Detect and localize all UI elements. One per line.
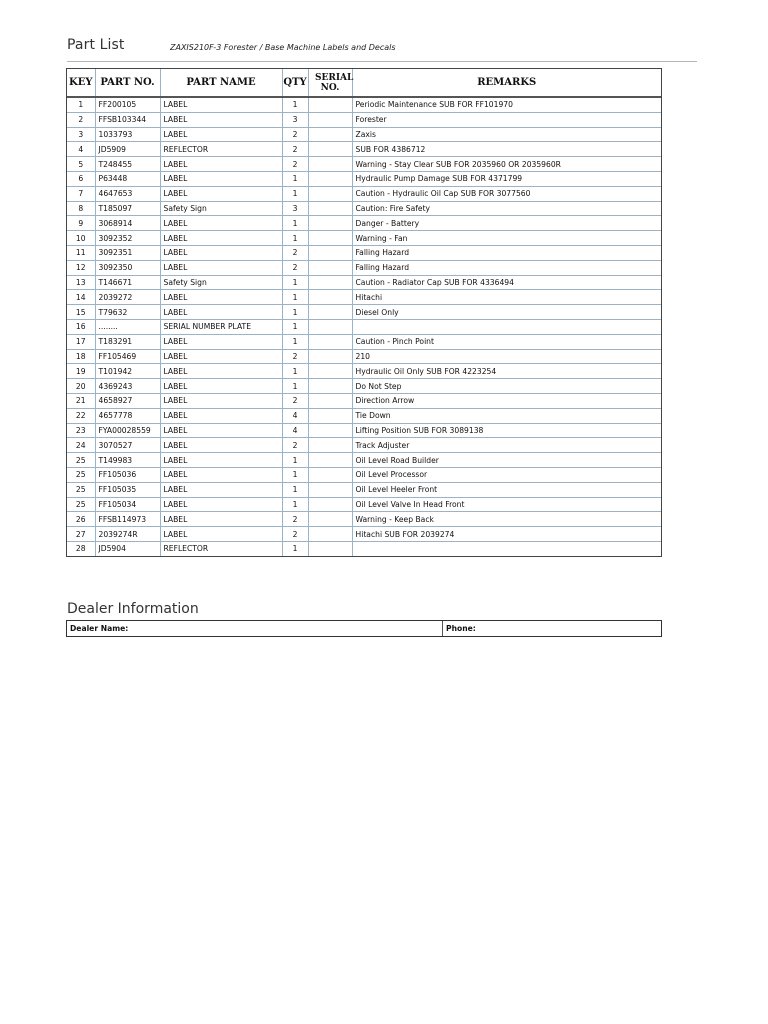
cell-key: 12 (67, 260, 95, 275)
cell-qty: 3 (282, 201, 308, 216)
dealer-phone-label: Phone: (446, 624, 476, 633)
table-row (67, 201, 661, 216)
cell-serial-no (308, 127, 352, 142)
table-row (67, 216, 661, 231)
cell-qty: 2 (282, 127, 308, 142)
page-header (67, 36, 697, 62)
cell-qty: 1 (282, 171, 308, 186)
cell-part-name: LABEL (160, 112, 282, 127)
dealer-info-box (66, 620, 662, 637)
cell-part-name: SERIAL NUMBER PLATE (160, 319, 282, 334)
cell-serial-no (308, 186, 352, 201)
cell-key: 25 (67, 482, 95, 497)
column-header-key: KEY (67, 69, 95, 97)
cell-part-no: FYA00028559 (95, 423, 160, 438)
cell-serial-no (308, 497, 352, 512)
cell-part-no: JD5909 (95, 142, 160, 157)
cell-part-no: 3092350 (95, 260, 160, 275)
cell-qty: 4 (282, 408, 308, 423)
cell-remarks: Zaxis (352, 127, 661, 142)
table-row (67, 364, 661, 379)
cell-key: 8 (67, 201, 95, 216)
cell-remarks: Warning - Stay Clear SUB FOR 2035960 OR 2035960R (352, 157, 661, 172)
cell-part-name: LABEL (160, 482, 282, 497)
cell-qty: 1 (282, 319, 308, 334)
cell-qty: 2 (282, 393, 308, 408)
cell-part-name: LABEL (160, 512, 282, 527)
cell-key: 10 (67, 231, 95, 246)
cell-qty: 1 (282, 216, 308, 231)
cell-key: 25 (67, 453, 95, 468)
cell-part-name: LABEL (160, 453, 282, 468)
cell-serial-no (308, 319, 352, 334)
column-header-part-name: PART NAME (160, 69, 282, 97)
table-row (67, 142, 661, 157)
cell-remarks: Falling Hazard (352, 260, 661, 275)
cell-serial-no (308, 512, 352, 527)
cell-part-no: 1033793 (95, 127, 160, 142)
table-row (67, 186, 661, 201)
table-row (67, 112, 661, 127)
cell-remarks: Oil Level Road Builder (352, 453, 661, 468)
cell-part-name: LABEL (160, 349, 282, 364)
cell-key: 16 (67, 319, 95, 334)
table-row (67, 290, 661, 305)
cell-serial-no (308, 260, 352, 275)
cell-key: 19 (67, 364, 95, 379)
cell-key: 5 (67, 157, 95, 172)
cell-part-name: LABEL (160, 216, 282, 231)
cell-remarks: Diesel Only (352, 305, 661, 320)
cell-remarks: Caution - Pinch Point (352, 334, 661, 349)
cell-qty: 1 (282, 364, 308, 379)
cell-serial-no (308, 216, 352, 231)
cell-remarks: Hitachi (352, 290, 661, 305)
column-header-serial-no (308, 69, 352, 97)
cell-remarks: Warning - Fan (352, 231, 661, 246)
cell-qty: 1 (282, 275, 308, 290)
cell-serial-no (308, 453, 352, 468)
table-row (67, 512, 661, 527)
cell-qty: 1 (282, 497, 308, 512)
cell-remarks: Hydraulic Oil Only SUB FOR 4223254 (352, 364, 661, 379)
cell-qty: 2 (282, 245, 308, 260)
cell-qty: 2 (282, 260, 308, 275)
cell-qty: 2 (282, 142, 308, 157)
cell-key: 17 (67, 334, 95, 349)
cell-key: 20 (67, 379, 95, 394)
dealer-section-title: Dealer Information (67, 601, 199, 617)
cell-part-name: LABEL (160, 157, 282, 172)
dealer-divider (442, 621, 443, 636)
column-header-remarks: REMARKS (352, 69, 661, 97)
cell-serial-no (308, 245, 352, 260)
cell-part-name: LABEL (160, 171, 282, 186)
cell-serial-no (308, 482, 352, 497)
cell-part-name: LABEL (160, 467, 282, 482)
cell-part-name: LABEL (160, 497, 282, 512)
cell-part-no: 3070527 (95, 438, 160, 453)
cell-part-no: FFSB114973 (95, 512, 160, 527)
cell-part-name: Safety Sign (160, 201, 282, 216)
cell-remarks: Do Not Step (352, 379, 661, 394)
cell-part-no: 2039274R (95, 527, 160, 542)
cell-qty: 1 (282, 379, 308, 394)
cell-serial-no (308, 112, 352, 127)
cell-remarks: Oil Level Processor (352, 467, 661, 482)
cell-key: 6 (67, 171, 95, 186)
cell-qty: 4 (282, 423, 308, 438)
cell-part-name: LABEL (160, 438, 282, 453)
cell-remarks: Periodic Maintenance SUB FOR FF101970 (352, 97, 661, 112)
cell-key: 2 (67, 112, 95, 127)
cell-part-name: LABEL (160, 379, 282, 394)
cell-serial-no (308, 364, 352, 379)
cell-remarks (352, 541, 661, 555)
cell-key: 27 (67, 527, 95, 542)
cell-serial-no (308, 142, 352, 157)
cell-remarks: 210 (352, 349, 661, 364)
cell-serial-no (308, 467, 352, 482)
cell-key: 9 (67, 216, 95, 231)
cell-remarks: Caution - Radiator Cap SUB FOR 4336494 (352, 275, 661, 290)
column-header-part-no: PART NO. (95, 69, 160, 97)
table-header-row (67, 69, 661, 97)
cell-part-no: T101942 (95, 364, 160, 379)
cell-part-no: ........ (95, 319, 160, 334)
cell-remarks: SUB FOR 4386712 (352, 142, 661, 157)
table-row (67, 423, 661, 438)
table-row (67, 467, 661, 482)
cell-part-no: FF105035 (95, 482, 160, 497)
cell-key: 4 (67, 142, 95, 157)
cell-remarks (352, 319, 661, 334)
cell-part-no: FFSB103344 (95, 112, 160, 127)
cell-serial-no (308, 231, 352, 246)
cell-part-name: LABEL (160, 393, 282, 408)
cell-part-name: LABEL (160, 260, 282, 275)
cell-part-name: LABEL (160, 186, 282, 201)
parts-table-container (66, 68, 662, 557)
cell-part-name: LABEL (160, 527, 282, 542)
cell-part-no: JD5904 (95, 541, 160, 555)
cell-part-no: P63448 (95, 171, 160, 186)
table-row (67, 245, 661, 260)
cell-qty: 2 (282, 512, 308, 527)
table-row (67, 527, 661, 542)
table-row (67, 157, 661, 172)
cell-part-name: LABEL (160, 97, 282, 112)
cell-key: 25 (67, 497, 95, 512)
cell-part-no: T248455 (95, 157, 160, 172)
cell-key: 22 (67, 408, 95, 423)
cell-key: 3 (67, 127, 95, 142)
table-row (67, 482, 661, 497)
table-row (67, 319, 661, 334)
cell-part-no: T146671 (95, 275, 160, 290)
cell-qty: 1 (282, 97, 308, 112)
cell-part-no: 3068914 (95, 216, 160, 231)
cell-part-no: T79632 (95, 305, 160, 320)
cell-key: 21 (67, 393, 95, 408)
cell-part-no: T183291 (95, 334, 160, 349)
cell-part-name: LABEL (160, 290, 282, 305)
table-row (67, 260, 661, 275)
parts-table-body (67, 97, 661, 556)
table-row (67, 349, 661, 364)
cell-part-name: REFLECTOR (160, 541, 282, 555)
cell-qty: 1 (282, 482, 308, 497)
table-row (67, 438, 661, 453)
cell-part-no: FF105469 (95, 349, 160, 364)
cell-remarks: Hitachi SUB FOR 2039274 (352, 527, 661, 542)
cell-part-no: 4647653 (95, 186, 160, 201)
cell-remarks: Danger - Battery (352, 216, 661, 231)
cell-remarks: Oil Level Heeler Front (352, 482, 661, 497)
cell-part-no: 4658927 (95, 393, 160, 408)
cell-qty: 1 (282, 453, 308, 468)
table-row (67, 541, 661, 555)
cell-part-no: 4657778 (95, 408, 160, 423)
cell-remarks: Lifting Position SUB FOR 3089138 (352, 423, 661, 438)
cell-qty: 2 (282, 438, 308, 453)
serial-header-label: SERIAL NO. (315, 72, 354, 93)
cell-serial-no (308, 275, 352, 290)
cell-remarks: Hydraulic Pump Damage SUB FOR 4371799 (352, 171, 661, 186)
column-header-qty: QTY (282, 69, 308, 97)
cell-remarks: Warning - Keep Back (352, 512, 661, 527)
cell-part-no: T185097 (95, 201, 160, 216)
cell-serial-no (308, 423, 352, 438)
cell-qty: 1 (282, 467, 308, 482)
table-row (67, 97, 661, 112)
cell-serial-no (308, 201, 352, 216)
table-row (67, 275, 661, 290)
cell-qty: 2 (282, 157, 308, 172)
cell-serial-no (308, 171, 352, 186)
cell-part-no: 2039272 (95, 290, 160, 305)
cell-part-name: LABEL (160, 334, 282, 349)
cell-qty: 3 (282, 112, 308, 127)
cell-serial-no (308, 305, 352, 320)
cell-serial-no (308, 157, 352, 172)
cell-part-no: FF105034 (95, 497, 160, 512)
cell-remarks: Forester (352, 112, 661, 127)
cell-part-name: LABEL (160, 408, 282, 423)
cell-part-name: Safety Sign (160, 275, 282, 290)
cell-qty: 1 (282, 334, 308, 349)
table-row (67, 231, 661, 246)
cell-remarks: Caution - Hydraulic Oil Cap SUB FOR 3077560 (352, 186, 661, 201)
cell-qty: 1 (282, 541, 308, 555)
cell-part-no: FF200105 (95, 97, 160, 112)
cell-serial-no (308, 290, 352, 305)
cell-serial-no (308, 393, 352, 408)
cell-part-name: REFLECTOR (160, 142, 282, 157)
cell-part-name: LABEL (160, 231, 282, 246)
table-row (67, 127, 661, 142)
cell-qty: 1 (282, 231, 308, 246)
cell-part-name: LABEL (160, 305, 282, 320)
table-row (67, 453, 661, 468)
cell-key: 23 (67, 423, 95, 438)
dealer-name-label: Dealer Name: (70, 624, 129, 633)
table-row (67, 497, 661, 512)
cell-serial-no (308, 97, 352, 112)
cell-part-no: FF105036 (95, 467, 160, 482)
cell-serial-no (308, 408, 352, 423)
cell-part-no: 4369243 (95, 379, 160, 394)
cell-part-name: LABEL (160, 245, 282, 260)
cell-serial-no (308, 334, 352, 349)
cell-key: 18 (67, 349, 95, 364)
cell-serial-no (308, 379, 352, 394)
table-row (67, 393, 661, 408)
parts-table (67, 69, 661, 556)
cell-part-name: LABEL (160, 127, 282, 142)
cell-part-no: 3092351 (95, 245, 160, 260)
cell-remarks: Caution: Fire Safety (352, 201, 661, 216)
cell-key: 26 (67, 512, 95, 527)
cell-key: 1 (67, 97, 95, 112)
cell-key: 28 (67, 541, 95, 555)
cell-remarks: Direction Arrow (352, 393, 661, 408)
cell-remarks: Track Adjuster (352, 438, 661, 453)
cell-part-name: LABEL (160, 423, 282, 438)
cell-serial-no (308, 438, 352, 453)
cell-remarks: Tie Down (352, 408, 661, 423)
cell-qty: 2 (282, 349, 308, 364)
cell-key: 14 (67, 290, 95, 305)
table-row (67, 379, 661, 394)
cell-serial-no (308, 541, 352, 555)
cell-qty: 2 (282, 527, 308, 542)
table-row (67, 171, 661, 186)
table-row (67, 305, 661, 320)
page-title: Part List (67, 37, 125, 53)
page-subtitle: ZAXIS210F-3 Forester / Base Machine Labels and Decals (170, 43, 396, 52)
cell-key: 25 (67, 467, 95, 482)
cell-key: 15 (67, 305, 95, 320)
table-row (67, 334, 661, 349)
cell-key: 24 (67, 438, 95, 453)
cell-part-no: 3092352 (95, 231, 160, 246)
cell-serial-no (308, 527, 352, 542)
cell-key: 11 (67, 245, 95, 260)
cell-part-name: LABEL (160, 364, 282, 379)
cell-qty: 1 (282, 305, 308, 320)
cell-qty: 1 (282, 186, 308, 201)
cell-qty: 1 (282, 290, 308, 305)
cell-remarks: Falling Hazard (352, 245, 661, 260)
cell-serial-no (308, 349, 352, 364)
cell-remarks: Oil Level Valve In Head Front (352, 497, 661, 512)
table-row (67, 408, 661, 423)
cell-key: 13 (67, 275, 95, 290)
cell-part-no: T149983 (95, 453, 160, 468)
cell-key: 7 (67, 186, 95, 201)
